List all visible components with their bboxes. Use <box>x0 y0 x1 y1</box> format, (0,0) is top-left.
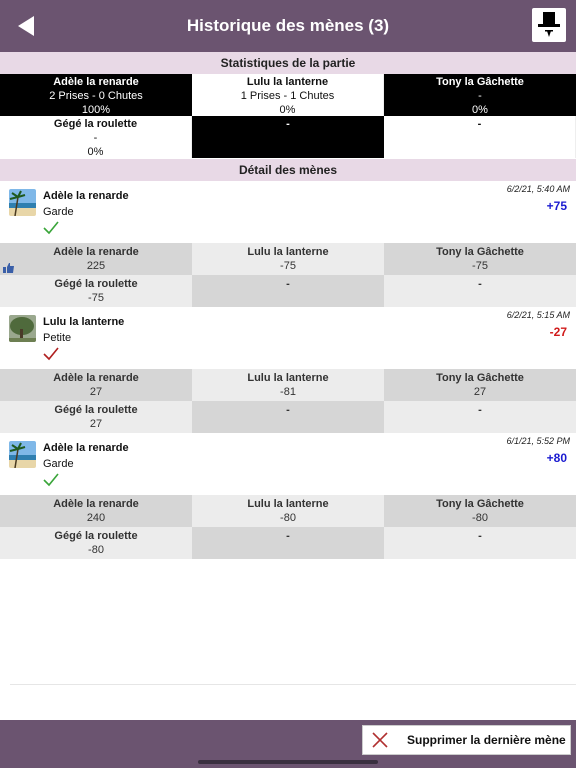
player-score: 27 <box>89 418 103 430</box>
contract-label: Garde <box>43 206 74 218</box>
player-name: Tony la Gâchette <box>436 372 524 384</box>
player-score: -75 <box>280 260 296 272</box>
player-score: -80 <box>472 512 488 524</box>
home-indicator[interactable] <box>198 760 378 764</box>
player-score: -75 <box>88 292 104 304</box>
score-cell <box>192 527 384 559</box>
stats-section-header: Statistiques de la partie <box>0 52 576 74</box>
player-score: -80 <box>280 512 296 524</box>
score-cell <box>0 275 192 307</box>
player-name: Lulu la lanterne <box>247 372 329 384</box>
delete-last-round-label: Supprimer la dernière mène <box>407 733 566 747</box>
score-row <box>0 527 576 559</box>
success-rate: 0% <box>87 146 104 158</box>
round-points: -27 <box>549 325 567 339</box>
success-check-icon <box>43 221 59 240</box>
thumbs-up-icon <box>3 261 15 279</box>
round-timestamp: 6/2/21, 5:15 AM <box>506 310 570 320</box>
player-score: -75 <box>472 260 488 272</box>
stats-cell <box>0 116 192 158</box>
top-hat-button[interactable] <box>532 8 566 42</box>
player-score: -80 <box>88 544 104 556</box>
player-name: Adèle la renarde <box>53 498 139 510</box>
round-header <box>0 433 576 495</box>
round-header <box>0 181 576 243</box>
score-cell <box>192 369 384 401</box>
player-name: Lulu la lanterne <box>247 498 329 510</box>
player-name: - <box>477 118 482 130</box>
player-score: 27 <box>89 386 103 398</box>
score-cell <box>384 401 576 433</box>
taker-name: Adèle la renarde <box>43 442 129 454</box>
round-item[interactable] <box>0 181 576 307</box>
player-name: - <box>286 278 290 290</box>
score-row <box>0 243 576 275</box>
round-score-grid <box>0 369 576 433</box>
score-cell <box>384 495 576 527</box>
score-row <box>0 369 576 401</box>
bottom-toolbar <box>0 720 576 768</box>
player-name: - <box>286 404 290 416</box>
player-name: Adèle la renarde <box>53 76 139 88</box>
stats-cell <box>384 116 576 158</box>
player-name: Tony la Gâchette <box>436 498 524 510</box>
takes-falls: 1 Prises - 1 Chutes <box>240 90 335 102</box>
takes-falls: 2 Prises - 0 Chutes <box>49 90 143 102</box>
success-rate: 0% <box>279 104 296 116</box>
player-score: 27 <box>473 386 487 398</box>
player-score: 225 <box>86 260 106 272</box>
taker-name: Lulu la lanterne <box>43 316 125 328</box>
player-name: Gégé la roulette <box>54 530 138 542</box>
player-name: Adèle la renarde <box>53 246 139 258</box>
player-avatar <box>9 189 36 216</box>
stats-cell <box>192 74 384 116</box>
player-name: Lulu la lanterne <box>246 76 329 88</box>
page-title: Historique des mènes (3) <box>186 16 390 35</box>
success-check-icon <box>43 473 59 492</box>
player-name: - <box>286 118 290 130</box>
player-score: -81 <box>280 386 296 398</box>
player-name: - <box>478 404 482 416</box>
player-name: Tony la Gâchette <box>436 76 524 88</box>
player-name: - <box>478 530 482 542</box>
score-cell <box>384 369 576 401</box>
round-score-grid <box>0 243 576 307</box>
success-rate: 0% <box>472 104 488 116</box>
stats-cell <box>192 116 384 158</box>
score-row <box>0 495 576 527</box>
stats-cell <box>384 74 576 116</box>
detail-section-header: Détail des mènes <box>0 159 576 181</box>
score-cell <box>0 401 192 433</box>
player-name: Gégé la roulette <box>54 404 138 416</box>
player-name: Lulu la lanterne <box>247 246 329 258</box>
round-item[interactable] <box>0 307 576 433</box>
round-score-grid <box>0 495 576 559</box>
navigation-bar <box>0 0 576 52</box>
round-points: +75 <box>546 199 567 213</box>
score-cell <box>0 369 192 401</box>
score-cell <box>192 243 384 275</box>
score-cell <box>0 527 192 559</box>
score-cell <box>384 527 576 559</box>
player-name: - <box>286 530 290 542</box>
round-header <box>0 307 576 369</box>
score-cell <box>0 495 192 527</box>
delete-last-round-button[interactable] <box>362 725 571 755</box>
score-cell <box>192 401 384 433</box>
top-hat-icon <box>536 11 562 39</box>
score-cell <box>192 275 384 307</box>
contract-label: Garde <box>43 458 74 470</box>
round-timestamp: 6/2/21, 5:40 AM <box>506 184 570 194</box>
player-name: Gégé la roulette <box>53 118 138 130</box>
success-rate: 100% <box>81 104 111 116</box>
player-score: 240 <box>86 512 106 524</box>
player-name: Gégé la roulette <box>54 278 138 290</box>
score-cell <box>0 243 192 275</box>
round-item[interactable] <box>0 433 576 559</box>
score-row <box>0 401 576 433</box>
player-name: Adèle la renarde <box>53 372 139 384</box>
takes-falls: - <box>478 90 482 102</box>
player-avatar <box>9 315 36 342</box>
player-name: - <box>478 278 482 290</box>
score-row <box>0 275 576 307</box>
close-x-icon <box>371 731 389 749</box>
player-avatar <box>9 441 36 468</box>
round-timestamp: 6/1/21, 5:52 PM <box>506 436 570 446</box>
round-points: +80 <box>546 451 567 465</box>
list-end-divider <box>10 684 576 685</box>
score-cell <box>384 275 576 307</box>
score-cell <box>192 495 384 527</box>
stats-row <box>0 116 576 158</box>
contract-label: Petite <box>43 332 72 344</box>
player-name: Tony la Gâchette <box>436 246 524 258</box>
score-cell <box>384 243 576 275</box>
fail-check-icon <box>43 347 59 366</box>
game-statistics-grid <box>0 74 576 158</box>
stats-cell <box>0 74 192 116</box>
takes-falls: - <box>93 132 98 144</box>
taker-name: Adèle la renarde <box>43 190 129 202</box>
stats-row <box>0 74 576 116</box>
